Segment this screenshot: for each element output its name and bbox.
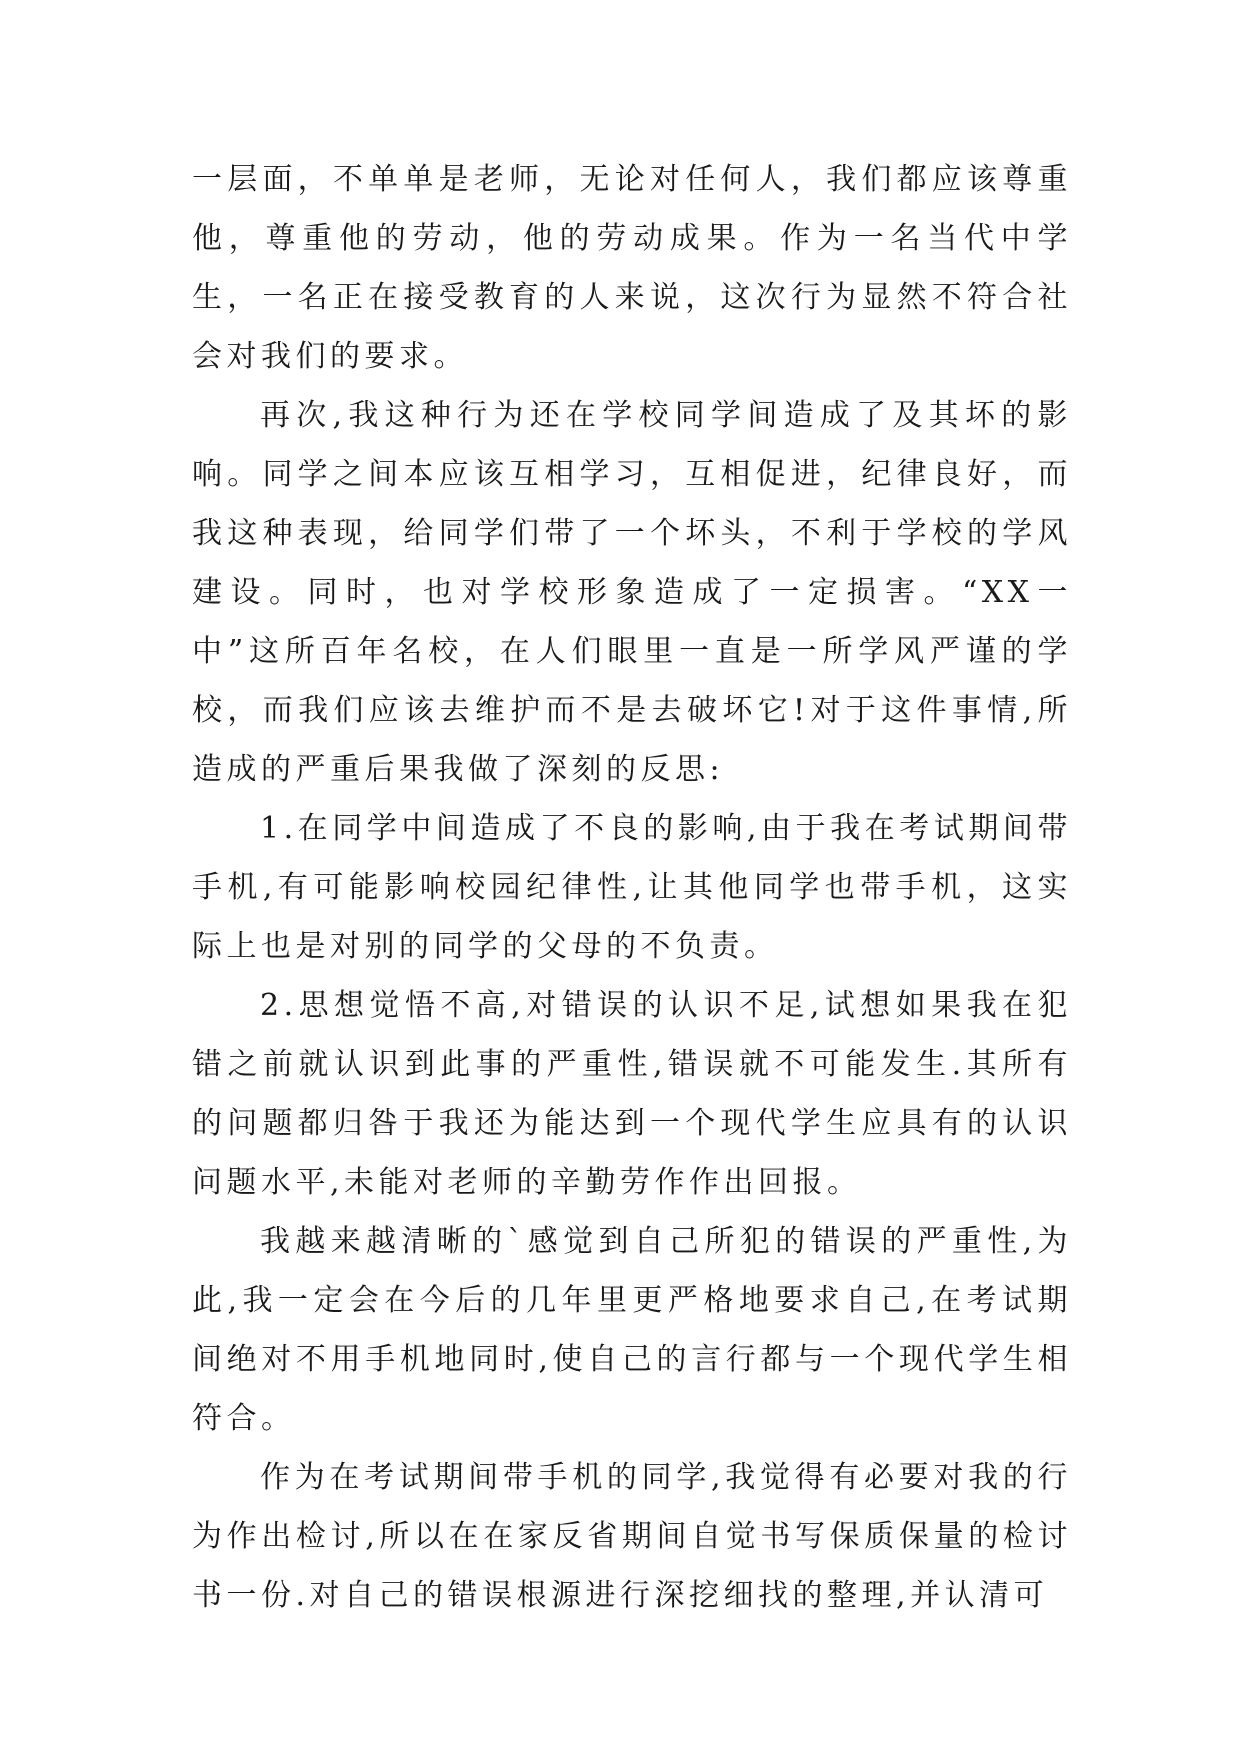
paragraph-5: 我越来越清晰的`感觉到自己所犯的错误的严重性,为此,我一定会在今后的几年里更严格地要求自己,在考试期间绝对不用手机地同时,使自己的言行都与一个现代学生相符合。	[192, 1224, 1072, 1436]
paragraph-1: 一层面，不单单是老师，无论对任何人，我们都应该尊重他，尊重他的劳动，他的劳动成果。作为一名当代中学生，一名正在接受教育的人来说，这次行为显然不符合社会对我们的要求。	[192, 162, 1072, 374]
paragraph-4: 2.思想觉悟不高,对错误的认识不足,试想如果我在犯错之前就认识到此事的严重性,错误就不可能发生.其所有的问题都归咎于我还为能达到一个现代学生应具有的认识问题水平,未能对老师的辛勤劳作作出回报。	[192, 988, 1072, 1200]
document-body	[192, 150, 1072, 1625]
paragraph-6: 作为在考试期间带手机的同学,我觉得有必要对我的行为作出检讨,所以在在家反省期间自觉书写保质保量的检讨书一份.对自己的错误根源进行深挖细找的整理,并认清可	[192, 1460, 1072, 1613]
paragraph-2: 再次,我这种行为还在学校同学间造成了及其坏的影响。同学之间本应该互相学习，互相促进，纪律良好，而我这种表现，给同学们带了一个坏头，不利于学校的学风建设。同时，也对学校形象造成了一定损害。“XX一中”这所百年名校，在人们眼里一直是一所学风严谨的学校，而我们应该去维护而不是去破坏它!对于这件事情,所造成的严重后果我做了深刻的反思:	[192, 398, 1072, 787]
paragraph-3: 1.在同学中间造成了不良的影响,由于我在考试期间带手机,有可能影响校园纪律性,让其他同学也带手机，这实际上也是对别的同学的父母的不负责。	[192, 811, 1072, 964]
